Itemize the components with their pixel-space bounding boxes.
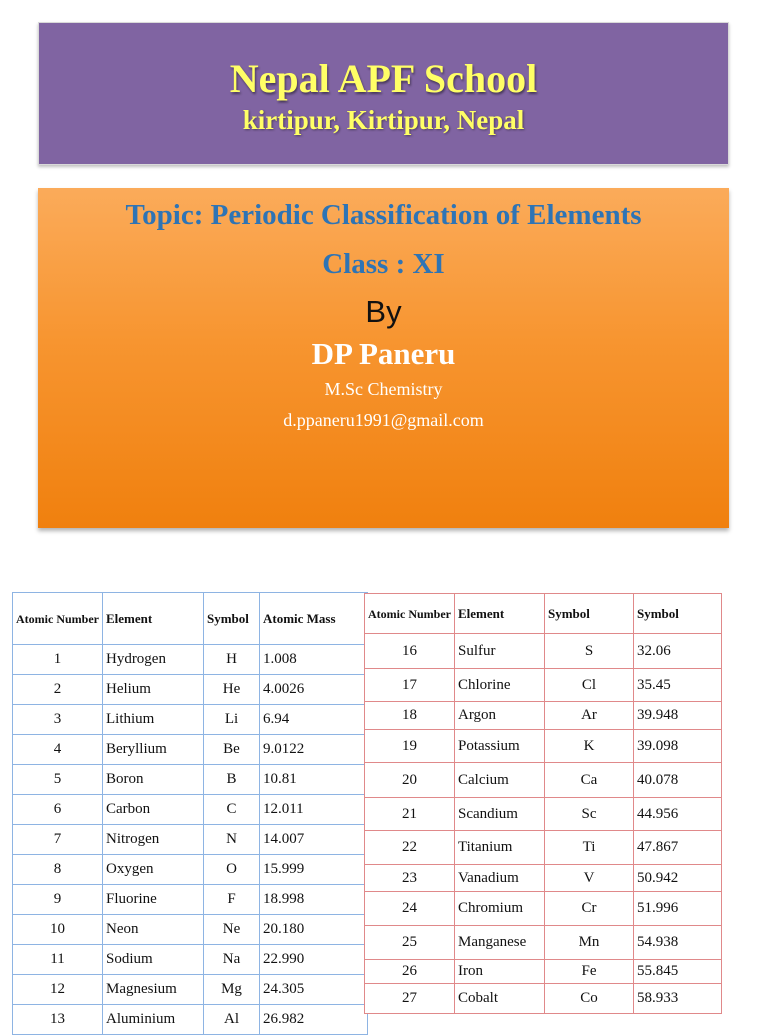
- cell-symbol: Li: [203, 705, 259, 735]
- cell-element: Iron: [454, 960, 544, 984]
- author-name: DP Paneru: [311, 336, 456, 371]
- header-symbol: Symbol: [203, 593, 259, 645]
- cell-element: Chromium: [454, 892, 544, 926]
- cell-symbol: Sc: [544, 798, 633, 831]
- header-atomic-number: Atomic Number: [13, 593, 103, 645]
- cell-symbol: Ca: [544, 763, 633, 798]
- cell-mass: 47.867: [633, 831, 721, 865]
- cell-mass: 50.942: [633, 865, 721, 892]
- table-row: [13, 1005, 368, 1035]
- cell-element: Cobalt: [454, 984, 544, 1014]
- elements-table-left: [12, 592, 368, 1035]
- table-row: [13, 795, 368, 825]
- cell-element: Nitrogen: [102, 825, 203, 855]
- table-row: [365, 763, 722, 798]
- cell-mass: 15.999: [259, 855, 367, 885]
- cell-element: Chlorine: [454, 669, 544, 702]
- cell-element: Manganese: [454, 926, 544, 960]
- cell-symbol: He: [203, 675, 259, 705]
- cell-mass: 24.305: [259, 975, 367, 1005]
- cell-mass: 20.180: [259, 915, 367, 945]
- table-row: [13, 945, 368, 975]
- cell-mass: 51.996: [633, 892, 721, 926]
- header-atomic-number: Atomic Number: [365, 594, 455, 634]
- cell-symbol: S: [544, 634, 633, 669]
- table-row: [365, 669, 722, 702]
- cell-mass: 58.933: [633, 984, 721, 1014]
- cell-mass: 22.990: [259, 945, 367, 975]
- cell-element: Beryllium: [102, 735, 203, 765]
- school-location: kirtipur, Kirtipur, Nepal: [242, 105, 525, 135]
- cell-atomic-number: 21: [365, 798, 455, 831]
- cell-mass: 1.008: [259, 645, 367, 675]
- cell-element: Carbon: [102, 795, 203, 825]
- cell-symbol: Ti: [544, 831, 633, 865]
- cell-atomic-number: 26: [365, 960, 455, 984]
- cell-mass: 26.982: [259, 1005, 367, 1035]
- cell-atomic-number: 18: [365, 702, 455, 730]
- cell-symbol: Cl: [544, 669, 633, 702]
- cell-element: Sodium: [102, 945, 203, 975]
- cell-symbol: O: [203, 855, 259, 885]
- table-row: [365, 831, 722, 865]
- header-element: Element: [102, 593, 203, 645]
- cell-atomic-number: 11: [13, 945, 103, 975]
- cell-atomic-number: 4: [13, 735, 103, 765]
- cell-atomic-number: 8: [13, 855, 103, 885]
- cell-atomic-number: 24: [365, 892, 455, 926]
- cell-element: Scandium: [454, 798, 544, 831]
- table-row: [13, 975, 368, 1005]
- table-row: [13, 765, 368, 795]
- by-label: By: [365, 294, 402, 329]
- cell-atomic-number: 13: [13, 1005, 103, 1035]
- cell-atomic-number: 27: [365, 984, 455, 1014]
- table-row: [13, 645, 368, 675]
- header-symbol: Symbol: [544, 594, 633, 634]
- table-row: [365, 634, 722, 669]
- cell-atomic-number: 23: [365, 865, 455, 892]
- elements-table-right: [364, 593, 722, 1014]
- cell-element: Titanium: [454, 831, 544, 865]
- class-label: Class : XI: [322, 248, 445, 280]
- cell-symbol: Co: [544, 984, 633, 1014]
- header-atomic-mass: Atomic Mass: [259, 593, 367, 645]
- cell-mass: 39.098: [633, 730, 721, 763]
- cell-atomic-number: 2: [13, 675, 103, 705]
- cell-mass: 44.956: [633, 798, 721, 831]
- table-row: [365, 926, 722, 960]
- cell-symbol: N: [203, 825, 259, 855]
- table-row: [365, 730, 722, 763]
- table-row: [365, 865, 722, 892]
- cell-atomic-number: 12: [13, 975, 103, 1005]
- cell-element: Potassium: [454, 730, 544, 763]
- cell-atomic-number: 20: [365, 763, 455, 798]
- table-row: [13, 825, 368, 855]
- cell-atomic-number: 16: [365, 634, 455, 669]
- cell-mass: 14.007: [259, 825, 367, 855]
- cell-symbol: Al: [203, 1005, 259, 1035]
- table-row: [13, 705, 368, 735]
- cell-element: Lithium: [102, 705, 203, 735]
- cell-symbol: Fe: [544, 960, 633, 984]
- cell-symbol: Mn: [544, 926, 633, 960]
- cell-element: Neon: [102, 915, 203, 945]
- cell-symbol: C: [203, 795, 259, 825]
- table-row: [365, 798, 722, 831]
- cell-element: Hydrogen: [102, 645, 203, 675]
- cell-element: Fluorine: [102, 885, 203, 915]
- header-symbol-2: Symbol: [633, 594, 721, 634]
- table-row: [13, 675, 368, 705]
- cell-symbol: V: [544, 865, 633, 892]
- cell-symbol: Ne: [203, 915, 259, 945]
- author-degree: M.Sc Chemistry: [324, 379, 443, 399]
- cell-element: Oxygen: [102, 855, 203, 885]
- cell-atomic-number: 25: [365, 926, 455, 960]
- school-banner: [38, 22, 729, 165]
- table-row: [365, 960, 722, 984]
- cell-element: Vanadium: [454, 865, 544, 892]
- cell-element: Aluminium: [102, 1005, 203, 1035]
- cell-mass: 55.845: [633, 960, 721, 984]
- cell-symbol: B: [203, 765, 259, 795]
- cell-element: Sulfur: [454, 634, 544, 669]
- cell-element: Boron: [102, 765, 203, 795]
- cell-symbol: Cr: [544, 892, 633, 926]
- cell-symbol: F: [203, 885, 259, 915]
- school-name: Nepal APF School: [229, 56, 538, 101]
- cell-symbol: K: [544, 730, 633, 763]
- table-row: [13, 855, 368, 885]
- table-row: [13, 885, 368, 915]
- cell-atomic-number: 5: [13, 765, 103, 795]
- table-header-row: [365, 594, 722, 634]
- cell-element: Argon: [454, 702, 544, 730]
- topic-title: Topic: Periodic Classification of Elements: [125, 199, 642, 231]
- cell-mass: 9.0122: [259, 735, 367, 765]
- cell-atomic-number: 22: [365, 831, 455, 865]
- cell-atomic-number: 10: [13, 915, 103, 945]
- cell-symbol: H: [203, 645, 259, 675]
- table-row: [365, 892, 722, 926]
- cell-atomic-number: 19: [365, 730, 455, 763]
- cell-mass: 54.938: [633, 926, 721, 960]
- cell-mass: 40.078: [633, 763, 721, 798]
- author-email: d.ppaneru1991@gmail.com: [283, 410, 484, 430]
- cell-element: Magnesium: [102, 975, 203, 1005]
- cell-mass: 4.0026: [259, 675, 367, 705]
- cell-element: Calcium: [454, 763, 544, 798]
- cell-symbol: Mg: [203, 975, 259, 1005]
- table-row: [13, 735, 368, 765]
- cell-mass: 10.81: [259, 765, 367, 795]
- cell-mass: 39.948: [633, 702, 721, 730]
- cell-symbol: Ar: [544, 702, 633, 730]
- cell-atomic-number: 9: [13, 885, 103, 915]
- table-row: [365, 984, 722, 1014]
- cell-mass: 12.011: [259, 795, 367, 825]
- cell-atomic-number: 1: [13, 645, 103, 675]
- table-row: [365, 702, 722, 730]
- cell-element: Helium: [102, 675, 203, 705]
- cell-atomic-number: 6: [13, 795, 103, 825]
- table-header-row: [13, 593, 368, 645]
- topic-slide: [38, 188, 729, 528]
- table-row: [13, 915, 368, 945]
- cell-atomic-number: 7: [13, 825, 103, 855]
- cell-mass: 35.45: [633, 669, 721, 702]
- cell-mass: 6.94: [259, 705, 367, 735]
- header-element: Element: [454, 594, 544, 634]
- cell-atomic-number: 3: [13, 705, 103, 735]
- cell-atomic-number: 17: [365, 669, 455, 702]
- cell-mass: 32.06: [633, 634, 721, 669]
- cell-symbol: Na: [203, 945, 259, 975]
- cell-mass: 18.998: [259, 885, 367, 915]
- cell-symbol: Be: [203, 735, 259, 765]
